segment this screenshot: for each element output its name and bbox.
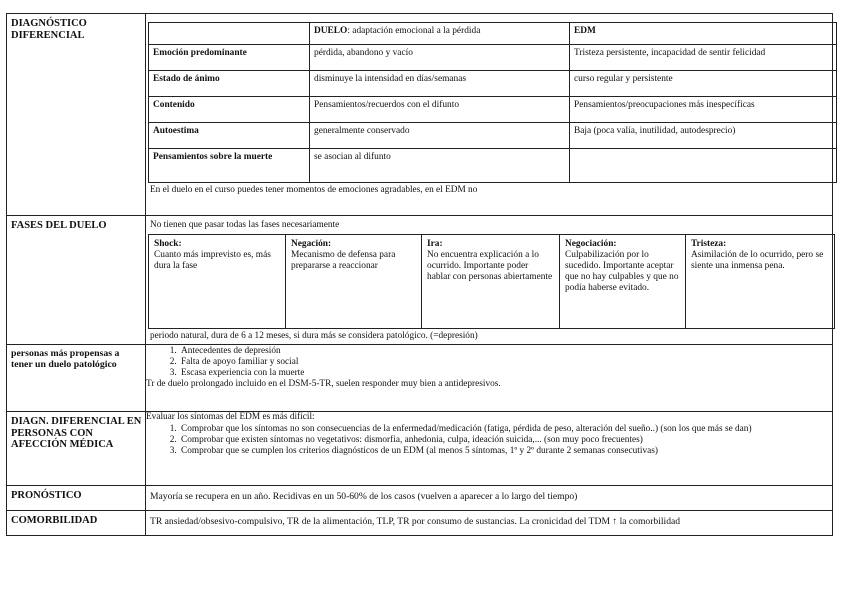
comparison-row xyxy=(149,97,837,123)
row-label: Emoción predominante xyxy=(149,45,310,71)
summary-table xyxy=(6,13,833,536)
row-comorbilidad xyxy=(7,511,833,536)
row-label: Pensamientos sobre la muerte xyxy=(149,149,310,183)
section-content xyxy=(146,216,833,345)
phase-negociacion xyxy=(560,235,686,329)
phase-title: Shock: xyxy=(154,239,182,249)
phase-text: Culpabilización por lo sucedido. Importante aceptar que no hay culpables y que no podía haberse evitado. xyxy=(565,250,679,293)
section-label: PRONÓSTICO xyxy=(7,486,146,511)
personas-note: Tr de duelo prolongado incluido en el DSM-5-TR, suelen responder muy bien a antidepresivos. xyxy=(146,379,501,389)
row-diagn-afeccion-medica xyxy=(7,412,833,486)
comparison-row xyxy=(149,123,837,149)
row-pronostico xyxy=(7,486,833,511)
row-label: Estado de ánimo xyxy=(149,71,310,97)
header-empty-cell xyxy=(149,23,310,45)
header-edm: EDM xyxy=(570,23,837,45)
list-item: 2. Falta de apoyo familiar y social xyxy=(179,357,832,368)
section-label: DIAGN. DIFERENCIAL EN PERSONAS CON AFECCIÓN MÉDICA xyxy=(7,412,146,486)
fases-footer: periodo natural, dura de 6 a 12 meses, si dura más se considera patológico. (=depresión) xyxy=(150,331,478,341)
comorbilidad-text: TR ansiedad/obsesivo-compulsivo, TR de la alimentación, TLP, TR por consumo de sustancias. La cronicidad del TDM ↑ la comorbilidad xyxy=(146,511,833,536)
section-label: COMORBILIDAD xyxy=(7,511,146,536)
row-fases-duelo xyxy=(7,216,833,345)
edm-cell: Baja (poca valía, inutilidad, autodesprecio) xyxy=(570,123,837,149)
phase-text: Asimilación de lo ocurrido, pero se siente una inmensa pena. xyxy=(691,250,824,271)
duelo-cell: se asocian al difunto xyxy=(310,149,570,183)
section-label: FASES DEL DUELO xyxy=(7,216,146,345)
comparison-row xyxy=(149,149,837,183)
header-duelo xyxy=(310,23,570,45)
edm-cell: curso regular y persistente xyxy=(570,71,837,97)
phase-title: Ira: xyxy=(427,239,443,249)
phase-text: No encuentra explicación a lo ocurrido. Importante poder hablar con personas abiertamente xyxy=(427,250,553,282)
header-duelo-desc: : adaptación emocional a la pérdida xyxy=(347,26,481,36)
phase-tristeza xyxy=(686,235,835,329)
phase-shock xyxy=(149,235,286,329)
duelo-cell: generalmente conservado xyxy=(310,123,570,149)
duelo-cell: Pensamientos/recuerdos con el difunto xyxy=(310,97,570,123)
list-item: 3. Comprobar que se cumplen los criterios diagnósticos de un EDM (al menos 5 síntomas, 1º y 2º durante 2 semanas consecutivas) xyxy=(179,446,832,457)
list-item: 1. Comprobar que los síntomas no son consecuencias de la enfermedad/medicación (fatiga, pérdida de peso, alteración del sueño..) (son los que más se dan) xyxy=(179,424,832,435)
section-content xyxy=(146,14,833,216)
list-item: 3. Escasa experiencia con la muerte xyxy=(179,368,832,379)
list-item: 1. Antecedentes de depresión xyxy=(179,346,832,357)
section-label: DIAGNÓSTICO DIFERENCIAL xyxy=(7,14,146,216)
phase-text: Mecanismo de defensa para prepararse a reaccionar xyxy=(291,250,396,271)
duelo-cell: disminuye la intensidad en días/semanas xyxy=(310,71,570,97)
section-content xyxy=(146,345,833,412)
phase-title: Negación: xyxy=(291,239,332,249)
pronostico-text: Mayoría se recupera en un año. Recidivas en un 50-60% de los casos (vuelven a aparecer a lo largo del tiempo) xyxy=(146,486,833,511)
diagn-steps-list xyxy=(146,424,832,457)
row-label: Autoestima xyxy=(149,123,310,149)
duelo-cell: pérdida, abandono y vacío xyxy=(310,45,570,71)
list-item: 2. Comprobar que existen síntomas no vegetativos: dismorfia, anhedonia, culpa, ideación suicida,... (son muy poco frecuentes) xyxy=(179,435,832,446)
risk-factors-list xyxy=(146,346,832,379)
comparison-row xyxy=(149,71,837,97)
row-personas-propensas xyxy=(7,345,833,412)
fases-intro: No tienen que pasar todas las fases necesariamente xyxy=(150,220,340,230)
diagn-intro: Evaluar los síntomas del EDM es más difícil: xyxy=(146,412,315,422)
phases-table xyxy=(148,234,835,329)
document-page xyxy=(6,13,833,536)
phase-title: Negociación: xyxy=(565,239,617,249)
section-content xyxy=(146,412,833,486)
comparison-table xyxy=(148,22,837,183)
header-duelo-title: DUELO xyxy=(314,26,348,36)
phase-title: Tristeza: xyxy=(691,239,727,249)
row-diagnostico-diferencial xyxy=(7,14,833,216)
row-label: Contenido xyxy=(149,97,310,123)
edm-cell: Pensamientos/preocupaciones más inespecíficas xyxy=(570,97,837,123)
phase-ira xyxy=(422,235,560,329)
phase-negacion xyxy=(286,235,422,329)
edm-cell: Tristeza persistente, incapacidad de sentir felicidad xyxy=(570,45,837,71)
section-label: personas más propensas a tener un duelo patológico xyxy=(7,345,146,412)
edm-cell xyxy=(570,149,837,183)
phase-text: Cuanto más imprevisto es, más dura la fase xyxy=(154,250,271,271)
comparison-header xyxy=(149,23,837,45)
phases-row xyxy=(149,235,835,329)
comparison-row xyxy=(149,45,837,71)
diagnostico-note: En el duelo en el curso puedes tener momentos de emociones agradables, en el EDM no xyxy=(150,185,478,195)
